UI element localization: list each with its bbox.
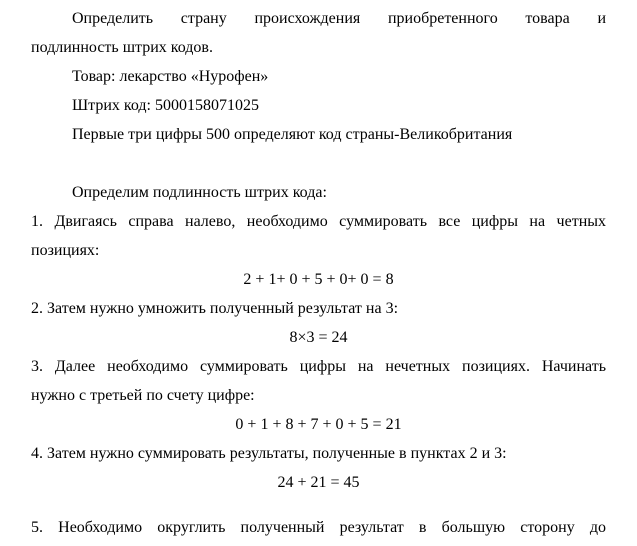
step-1-line-1: 1. Двигаясь справа налево, необходимо суммировать все цифры на четных: [31, 213, 606, 230]
step-5-line-1: 5. Необходимо округлить полученный результат в большую сторону до: [31, 519, 606, 536]
step-4-text: 4. Затем нужно суммировать результаты, полученные в пунктах 2 и 3:: [31, 445, 507, 462]
barcode-line: Штрих код: 5000158071025: [72, 97, 259, 114]
intro-paragraph-line-1: Определить страну происхождения приобретенного товара и: [72, 10, 606, 27]
product-line: Товар: лекарство «Нурофен»: [72, 68, 269, 85]
country-line: Первые три цифры 500 определяют код страны-Великобритания: [72, 126, 513, 143]
intro-paragraph-line-2: подлинность штрих кодов.: [31, 39, 213, 56]
step-4-formula: 24 + 21 = 45: [277, 474, 360, 491]
step-1-line-2: позициях:: [31, 242, 100, 259]
step-2-text: 2. Затем нужно умножить полученный результат на 3:: [31, 300, 399, 317]
step-3-line-2: нужно с третьей по счету цифре:: [31, 387, 255, 404]
step-3-formula: 0 + 1 + 8 + 7 + 0 + 5 = 21: [235, 416, 402, 433]
authenticity-heading: Определим подлинность штрих кода:: [72, 184, 327, 201]
step-3-line-1: 3. Далее необходимо суммировать цифры на нечетных позициях. Начинать: [31, 358, 606, 375]
step-1-formula: 2 + 1+ 0 + 5 + 0+ 0 = 8: [243, 271, 394, 288]
step-2-formula: 8×3 = 24: [289, 329, 348, 346]
